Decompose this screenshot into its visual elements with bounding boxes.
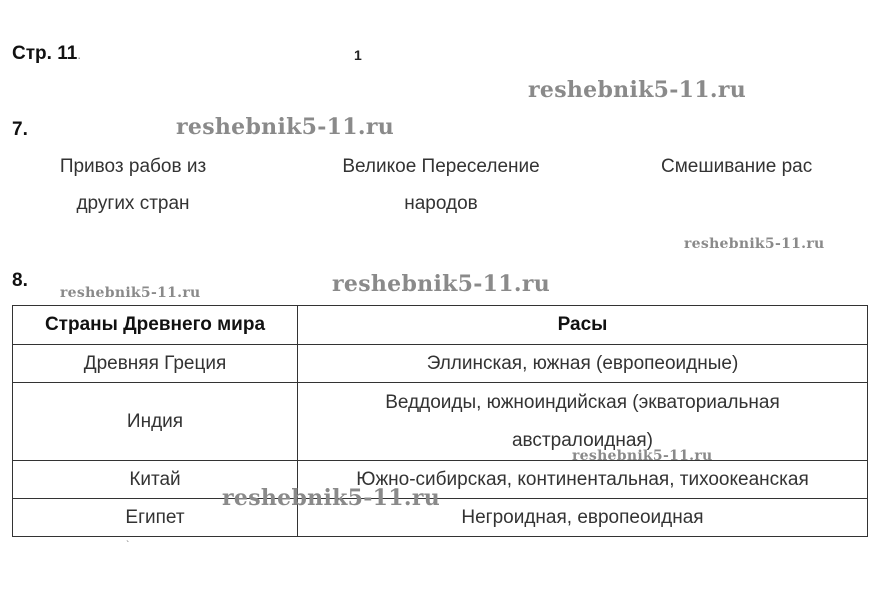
watermark: reshebnik5-11.ru xyxy=(222,485,441,511)
country-cell: Китай xyxy=(13,461,298,499)
races-cell: Южно-сибирская, континентальная, тихоокеанская xyxy=(298,461,868,499)
task7-number: 7. xyxy=(12,119,28,140)
task8-number: 8. xyxy=(12,270,28,291)
column-header-races: Расы xyxy=(298,306,868,345)
table-row xyxy=(13,345,868,383)
races-cell-line: Веддоиды, южноиндийская (экваториальная xyxy=(385,391,780,413)
table-header-row xyxy=(13,306,868,345)
column-header-countries: Страны Древнего мира xyxy=(13,306,298,345)
task7-item xyxy=(326,156,556,215)
task7-item-line: Привоз рабов из xyxy=(59,156,207,177)
table-row xyxy=(13,383,868,461)
country-cell: Египет xyxy=(13,499,298,537)
country-cell: Древняя Греция xyxy=(13,345,298,383)
races-cell: Эллинская, южная (европеоидные) xyxy=(298,345,868,383)
watermark: reshebnik5-11.ru xyxy=(528,77,747,103)
task7-item xyxy=(48,156,218,215)
watermark: reshebnik5-11.ru xyxy=(684,236,825,252)
country-cell: Индия xyxy=(13,383,298,461)
watermark: reshebnik5-11.ru xyxy=(176,114,395,140)
task7-item-line: Смешивание рас xyxy=(661,156,813,177)
task7-item-line: Великое Переселение xyxy=(342,156,540,177)
stray-mark: 1 xyxy=(354,47,362,63)
races-cell-line: австралоидная) xyxy=(511,429,654,451)
tiny-mark: ` xyxy=(126,540,130,551)
watermark: reshebnik5-11.ru xyxy=(332,271,551,297)
watermark: reshebnik5-11.ru xyxy=(572,448,713,464)
races-cell: Негроидная, европеоидная xyxy=(298,499,868,537)
task7-item-line: других стран xyxy=(76,193,190,214)
page-title: Стр. 11. xyxy=(12,43,82,64)
task7-item-line: народов xyxy=(404,193,478,214)
task7-item xyxy=(661,156,812,178)
watermark: reshebnik5-11.ru xyxy=(60,285,201,301)
